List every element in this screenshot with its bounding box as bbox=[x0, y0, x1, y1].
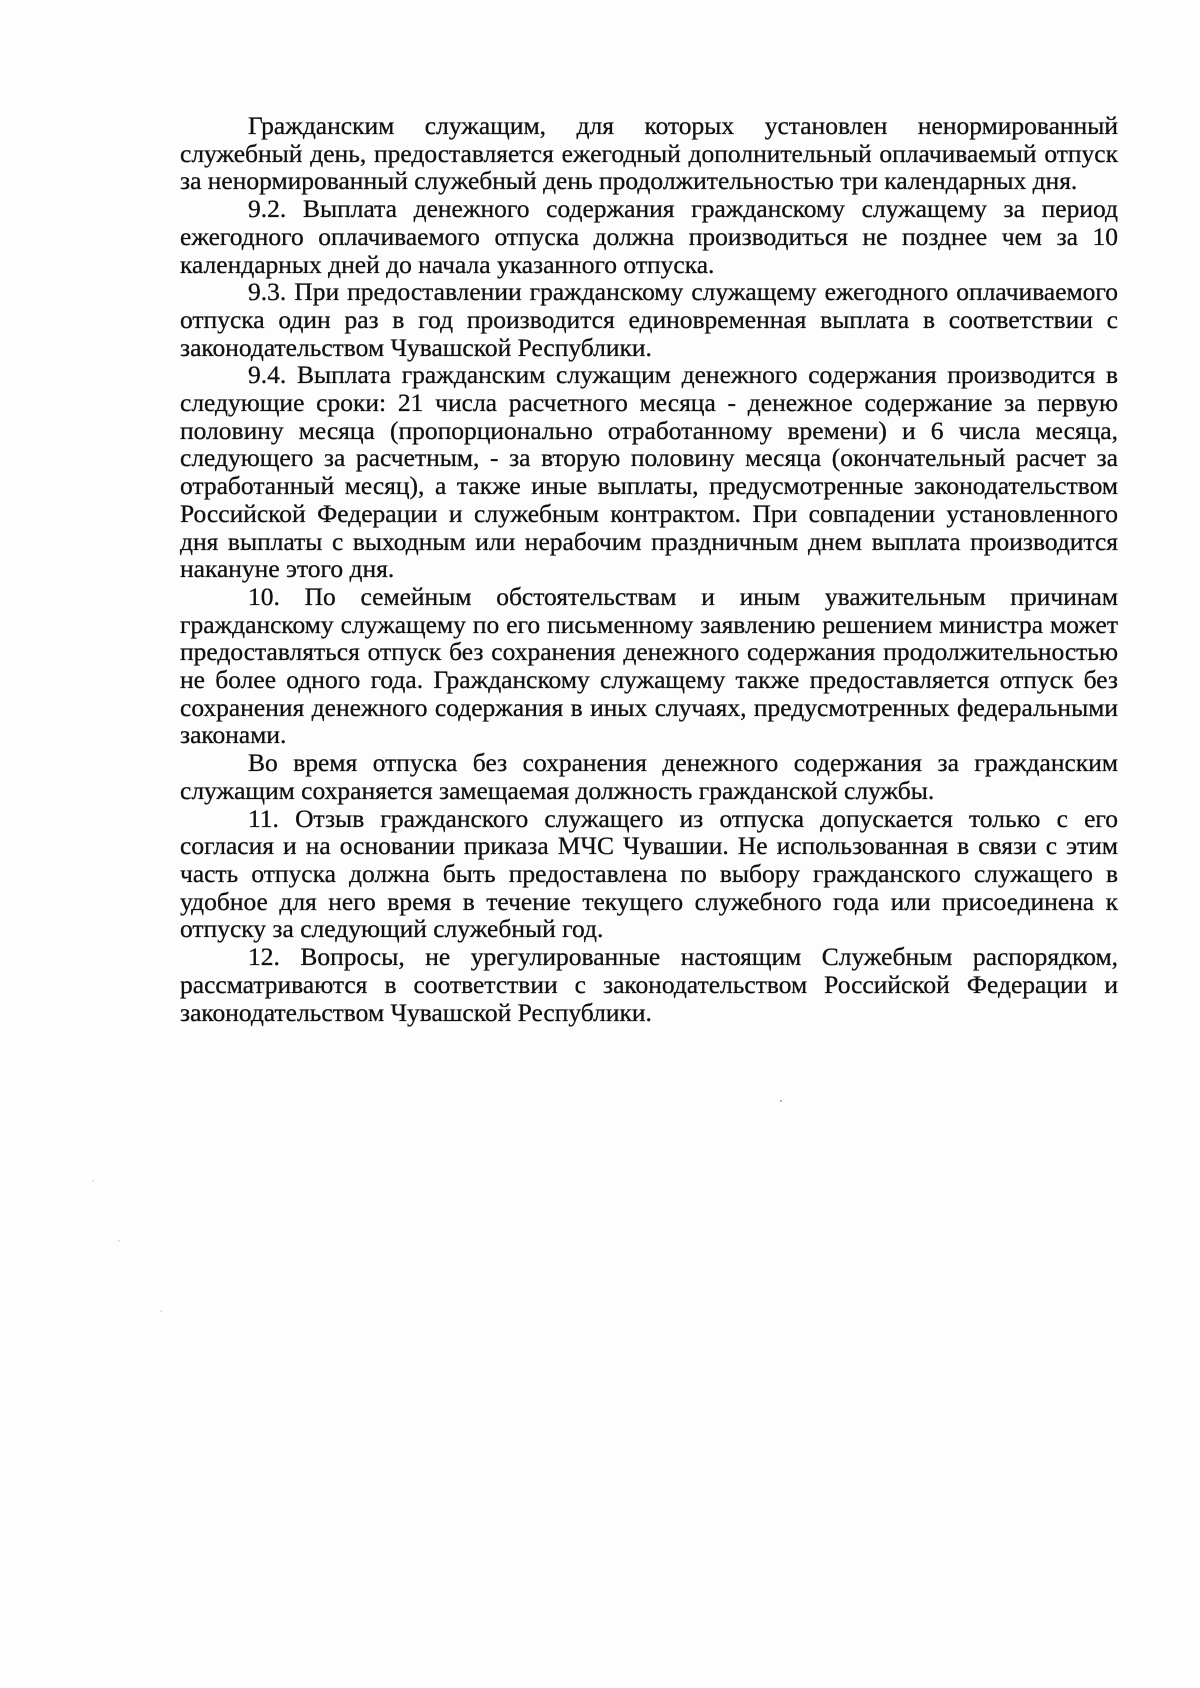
scan-speck bbox=[92, 1180, 94, 1182]
document-body bbox=[180, 112, 1118, 1026]
paragraph-11: 11. Отзыв гражданского служащего из отпуска допускается только с его согласия и на основании приказа МЧС Чувашии. Не использованная в связи с этим часть отпуска должна быть предоставлена по выбору гражданского служащего в удобное для него время в течение текущего служебного года или присоединена к отпуску за следующий служебный год. bbox=[180, 803, 1118, 944]
paragraph-9-3: 9.3. При предоставлении гражданскому служащему ежегодного оплачиваемого отпуска один раз в год производится единовременная выплата в соответствии с законодательством Чувашской Республики. bbox=[180, 277, 1118, 362]
paragraph-unlimited-day-leave: Гражданским служащим, для которых установлен ненормированный служебный день, предоставляется ежегодный дополнительный оплачиваемый отпуск за ненормированный служебный день продолжительностью три календарных дня. bbox=[180, 111, 1118, 196]
paragraph-10: 10. По семейным обстоятельствам и иным уважительным причинам гражданскому служащему по его письменному заявлению решением министра может предоставляться отпуск без сохранения денежного содержания продолжительностью не более одного года. Гражданскому служащему также предоставляется отпуск без сохранения денежного содержания в иных случаях, предусмотренных федеральными законами. bbox=[180, 581, 1118, 750]
paragraph-9-4: 9.4. Выплата гражданским служащим денежного содержания производится в следующие сроки: 21 числа расчетного месяца - денежное содержание за первую половину месяца (пропорционально отработанному времени) и 6 числа месяца, следующего за расчетным, - за вторую половину месяца (окончательный расчет за отработанный месяц), а также иные выплаты, предусмотренные законодательством Российской Федерации и служебным контрактом. При совпадении установленного дня выплаты с выходным или нерабочим праздничным днем выплата производится накануне этого дня. bbox=[180, 360, 1118, 584]
paragraph-12: 12. Вопросы, не урегулированные настоящим Служебным распорядком, рассматриваются в соответствии с законодательством Российской Федерации и законодательством Чувашской Республики. bbox=[180, 942, 1118, 1027]
paragraph-9-2: 9.2. Выплата денежного содержания гражданскому служащему за период ежегодного оплачиваемого отпуска должна производиться не позднее чем за 10 календарных дней до начала указанного отпуска. bbox=[180, 194, 1118, 279]
paragraph-10-unpaid-leave: Во время отпуска без сохранения денежного содержания за гражданским служащим сохраняется замещаемая должность гражданской службы. bbox=[180, 748, 1118, 805]
scan-speck bbox=[780, 1100, 782, 1102]
scan-speck bbox=[118, 1240, 120, 1242]
scan-speck bbox=[160, 1310, 162, 1312]
